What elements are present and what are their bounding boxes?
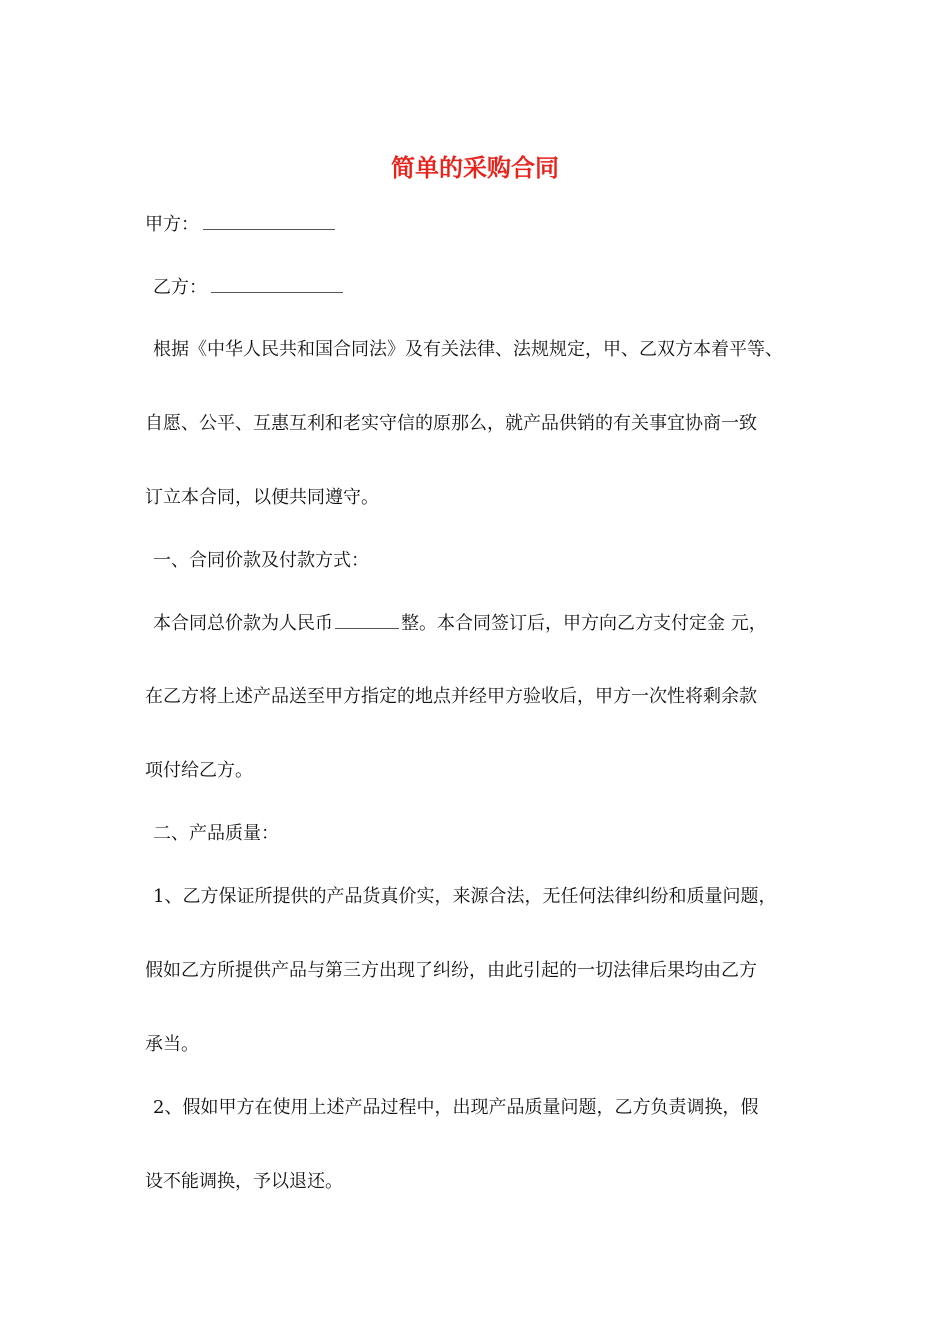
item1-text: 、乙方保证所提供的产品货真价实，来源合法，无任何法律纠纷和质量问题， xyxy=(164,886,777,907)
intro-line-1: 根据《中华人民共和国合同法》及有关法律、法规规定，甲、乙双方本着平等、 xyxy=(153,339,783,360)
party-b-blank[interactable] xyxy=(211,274,343,293)
party-a-line xyxy=(145,211,335,238)
section2-item1-line-2: 假如乙方所提供产品与第三方出现了纠纷，由此引起的一切法律后果均由乙方 xyxy=(145,960,757,981)
document-title: 简单的采购合同 xyxy=(391,153,559,182)
item1-number: 1 xyxy=(153,886,165,907)
party-a-label: 甲方： xyxy=(145,214,199,235)
party-b-line xyxy=(153,274,343,301)
item2-text: 、假如甲方在使用上述产品过程中，出现产品质量问题，乙方负责调换，假 xyxy=(164,1097,759,1118)
price-text-after: 整。本合同签订后，甲方向乙方支付定金 元， xyxy=(401,613,767,634)
intro-line-3: 订立本合同，以便共同遵守。 xyxy=(145,487,379,508)
price-blank[interactable] xyxy=(335,610,399,629)
section2-item1-line-1 xyxy=(153,884,776,910)
section2-item2-line-2: 设不能调换，予以退还。 xyxy=(145,1171,343,1192)
price-text-before: 本合同总价款为人民币 xyxy=(153,613,333,634)
section1-line-3: 项付给乙方。 xyxy=(145,760,253,781)
section1-line-1 xyxy=(153,610,767,637)
section2-item1-line-3: 承当。 xyxy=(145,1034,199,1055)
section1-heading: 一、合同价款及付款方式： xyxy=(153,550,369,571)
party-a-blank[interactable] xyxy=(203,211,335,230)
item2-number: 2 xyxy=(153,1097,165,1118)
intro-line-2: 自愿、公平、互惠互利和老实守信的原那么，就产品供销的有关事宜协商一致 xyxy=(145,413,757,434)
section1-line-2: 在乙方将上述产品送至甲方指定的地点并经甲方验收后，甲方一次性将剩余款 xyxy=(145,686,757,707)
party-b-label: 乙方： xyxy=(153,277,207,298)
section2-heading: 二、产品质量： xyxy=(153,823,279,844)
section2-item2-line-1 xyxy=(153,1095,758,1121)
